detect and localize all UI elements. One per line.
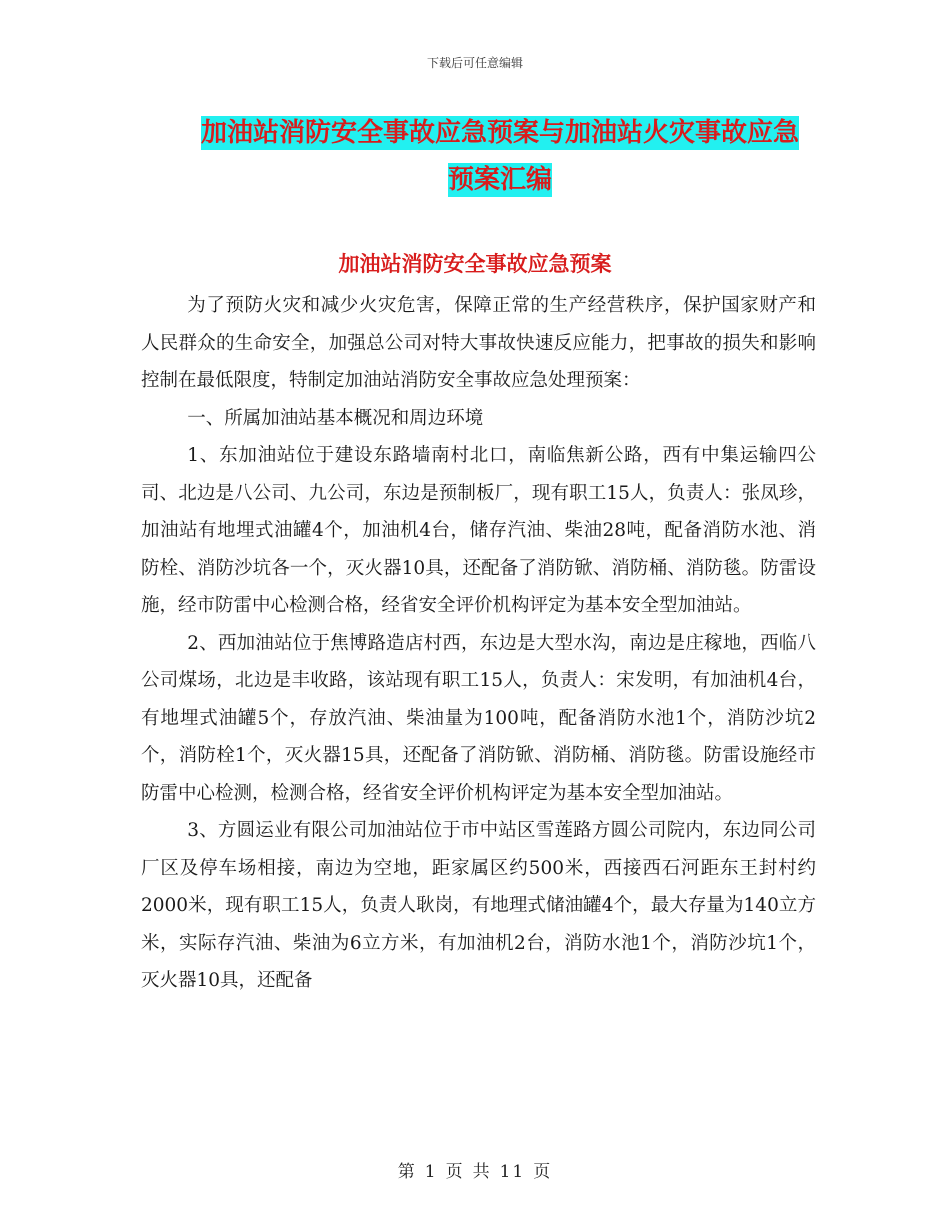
footer-page-unit: 页 xyxy=(445,1162,465,1182)
document-body xyxy=(141,287,816,1000)
paragraph-item-1: 1、东加油站位于建设东路墙南村北口，南临焦新公路，西有中集运输四公司、北边是八公司、九公司，东边是预制板厂，现有职工15人，负责人：张凤珍，加油站有地埋式油罐4个，加油机4台，储存汽油、柴油28吨，配备消防水池、消防栓、消防沙坑各一个，灭火器10具，还配备了消防锨、消防桶、消防毯。防雷设施，经市防雷中心检测合格，经省安全评价机构评定为基本安全型加油站。 xyxy=(141,445,816,616)
footer-total-num: 11 xyxy=(499,1162,526,1182)
paragraph-item-3: 3、方圆运业有限公司加油站位于市中站区雪莲路方圆公司院内，东边同公司厂区及停车场相接，南边为空地，距家属区约500米，西接西石河距东王封村约2000米，现有职工15人，负责人耿岗，有地理式储油罐4个，最大存量为140立方米，实际存汽油、柴油为6立方米，有加油机2台，消防水池1个，消防沙坑1个，灭火器10具，还配备 xyxy=(141,820,816,991)
paragraph-item-2: 2、西加油站位于焦博路造店村西，东边是大型水沟，南边是庄稼地，西临八公司煤场，北边是丰收路，该站现有职工15人，负责人：宋发明，有加油机4台，有地埋式油罐5个，存放汽油、柴油量为100吨，配备消防水池1个，消防沙坑2个，消防栓1个，灭火器15具，还配备了消防锨、消防桶、消防毯。防雷设施经市防雷中心检测，检测合格，经省安全评价机构评定为基本安全型加油站。 xyxy=(141,632,816,804)
section-title: 加油站消防安全事故应急预案 xyxy=(338,252,612,276)
header-note: 下载后可任意编辑 xyxy=(426,56,523,70)
document-title-line2: 预案汇编 xyxy=(447,165,552,195)
page-footer xyxy=(0,1157,950,1182)
paragraph-intro: 为了预防火灾和减少火灾危害，保障正常的生产经营秩序，保护国家财产和人民群众的生命安全，加强总公司对特大事故快速反应能力，把事故的损失和影响控制在最低限度，特制定加油站消防安全事故应急处理预案： xyxy=(141,295,816,391)
footer-total-unit: 页 xyxy=(533,1162,553,1182)
footer-total-label: 共 xyxy=(472,1162,492,1182)
footer-page-label: 第 xyxy=(397,1162,417,1182)
paragraph-heading-1: 一、所属加油站基本概况和周边环境 xyxy=(187,407,484,429)
document-title xyxy=(120,110,880,204)
footer-page-num: 1 xyxy=(424,1162,438,1182)
document-title-line1: 加油站消防安全事故应急预案与加油站火灾事故应急 xyxy=(200,118,799,148)
